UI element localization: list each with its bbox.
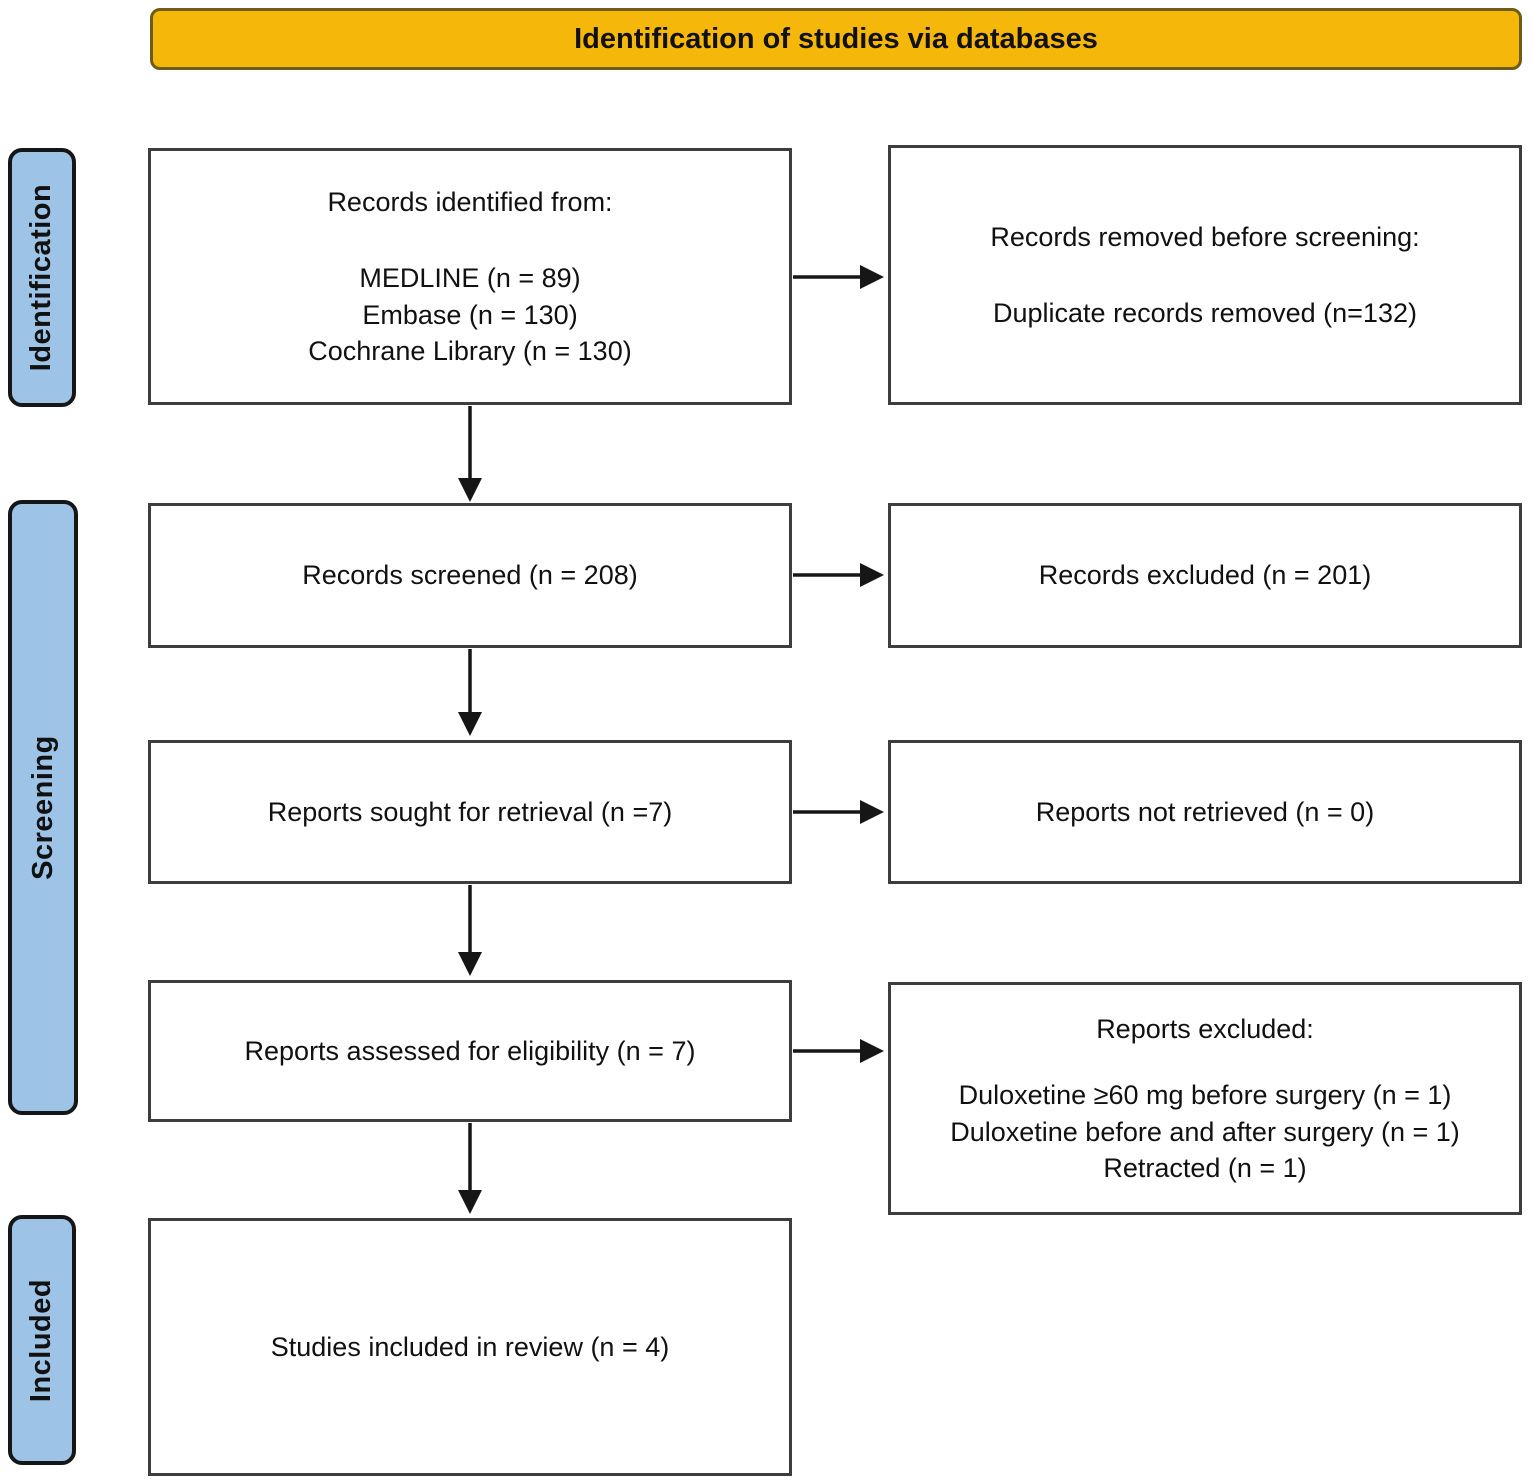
box-reports-excluded <box>888 982 1522 1215</box>
stage-label-screening-text: Screening <box>26 735 59 880</box>
arrow-assessed-to-reports-excluded <box>793 1039 884 1063</box>
arrow-identified-to-removed <box>793 265 884 289</box>
stage-label-screening <box>8 500 78 1115</box>
banner-title: Identification of studies via databases <box>150 8 1522 70</box>
records-identified-heading: Records identified from: <box>327 186 613 217</box>
stage-label-included-text: Included <box>25 1278 58 1402</box>
arrow-sought-to-assessed <box>458 885 482 976</box>
arrow-assessed-to-included <box>458 1123 482 1214</box>
records-screened-text: Records screened (n = 208) <box>302 560 638 591</box>
box-reports-assessed <box>148 980 792 1122</box>
arrow-identified-to-screened <box>458 406 482 502</box>
reports-not-retrieved-text: Reports not retrieved (n = 0) <box>1035 796 1375 827</box>
box-records-screened <box>148 503 792 648</box>
reports-excluded-heading: Reports excluded: <box>1096 1013 1314 1044</box>
records-removed-line-duplicates: Duplicate records removed (n=132) <box>993 298 1417 328</box>
arrow-screened-to-sought <box>458 649 482 736</box>
reports-sought-text: Reports sought for retrieval (n =7) <box>267 796 673 827</box>
box-reports-not-retrieved <box>888 740 1522 884</box>
records-removed-heading: Records removed before screening: <box>990 221 1420 252</box>
stage-label-identification <box>8 148 76 407</box>
reports-assessed-text: Reports assessed for eligibility (n = 7) <box>244 1035 696 1066</box>
stage-label-identification-text: Identification <box>25 183 58 372</box>
box-records-removed <box>888 145 1522 405</box>
arrow-screened-to-excluded <box>793 563 884 587</box>
box-records-identified <box>148 148 792 405</box>
reports-excluded-line-retracted: Retracted (n = 1) <box>1103 1152 1307 1183</box>
box-reports-sought <box>148 740 792 884</box>
studies-included-text: Studies included in review (n = 4) <box>270 1331 670 1362</box>
arrow-sought-to-not-retrieved <box>793 800 884 824</box>
records-identified-line-embase: Embase (n = 130) <box>362 299 578 330</box>
box-studies-included <box>148 1218 792 1476</box>
records-excluded-text: Records excluded (n = 201) <box>1038 560 1372 591</box>
reports-excluded-line-duloxetine-60: Duloxetine ≥60 mg before surgery (n = 1) <box>958 1080 1452 1111</box>
records-identified-line-cochrane: Cochrane Library (n = 130) <box>308 335 632 366</box>
stage-label-included <box>8 1215 76 1465</box>
reports-excluded-line-duloxetine-before-after: Duloxetine before and after surgery (n = 1) <box>950 1116 1460 1147</box>
records-identified-line-medline: MEDLINE (n = 89) <box>359 263 581 294</box>
box-records-excluded <box>888 503 1522 648</box>
